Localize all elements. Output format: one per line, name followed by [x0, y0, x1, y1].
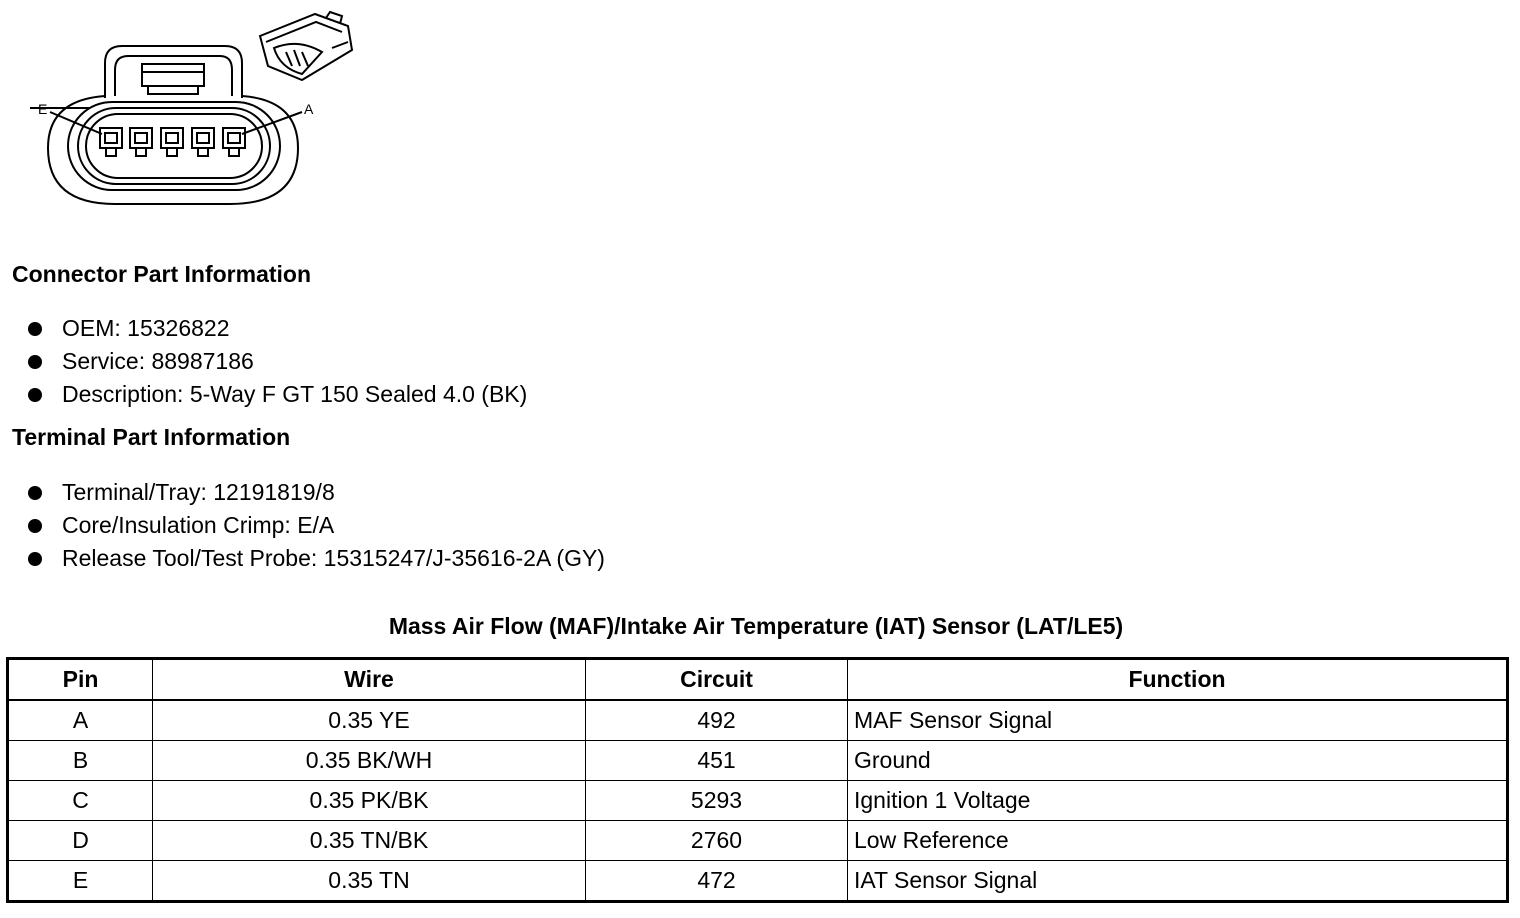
- pin-table-title: Mass Air Flow (MAF)/Intake Air Temperature (IAT) Sensor (LAT/LE5): [388, 613, 1124, 639]
- wire-cell: 0.35 YE: [153, 700, 586, 741]
- list-item: OEM: 15326822: [28, 312, 527, 345]
- pin-e-label: E: [38, 101, 48, 117]
- list-item: Core/Insulation Crimp: E/A: [28, 509, 605, 542]
- list-item: Terminal/Tray: 12191819/8: [28, 476, 605, 509]
- pinout-table: [6, 657, 1509, 903]
- list-item: Description: 5-Way F GT 150 Sealed 4.0 (BK): [28, 378, 527, 411]
- circuit-cell: 2760: [586, 821, 848, 861]
- pin-cell: D: [8, 821, 153, 861]
- circuit-cell: 472: [586, 861, 848, 902]
- pin-a-label: A: [304, 101, 314, 117]
- connector-isometric-view: [260, 12, 352, 80]
- pin-cell: C: [8, 781, 153, 821]
- connector-part-info-list: [28, 312, 527, 411]
- list-item: Service: 88987186: [28, 345, 527, 378]
- function-cell: Ground: [848, 741, 1508, 781]
- pin-cell: A: [8, 700, 153, 741]
- bullet-icon: [28, 552, 42, 566]
- wire-cell: 0.35 TN/BK: [153, 821, 586, 861]
- table-row: [8, 700, 1508, 741]
- table-row: [8, 861, 1508, 902]
- connector-part-info-heading: Connector Part Information: [12, 261, 312, 287]
- table-row: [8, 821, 1508, 861]
- terminal-part-info-heading: Terminal Part Information: [12, 424, 291, 450]
- wire-cell: 0.35 TN: [153, 861, 586, 902]
- function-cell: MAF Sensor Signal: [848, 700, 1508, 741]
- function-cell: IAT Sensor Signal: [848, 861, 1508, 902]
- wire-cell: 0.35 BK/WH: [153, 741, 586, 781]
- circuit-cell: 492: [586, 700, 848, 741]
- list-item: Release Tool/Test Probe: 15315247/J-35616-2A (GY): [28, 542, 605, 575]
- terminal-part-info-list: [28, 476, 605, 575]
- circuit-cell: 451: [586, 741, 848, 781]
- table-header-row: [8, 659, 1508, 701]
- pin-cell: B: [8, 741, 153, 781]
- terminal-cavities: [100, 128, 245, 156]
- bullet-icon: [28, 519, 42, 533]
- connector-latch: [142, 64, 204, 86]
- wire-cell: 0.35 PK/BK: [153, 781, 586, 821]
- column-header-function: Function: [848, 659, 1508, 701]
- bullet-icon: [28, 322, 42, 336]
- connector-face-diagram: [30, 8, 370, 213]
- column-header-pin: Pin: [8, 659, 153, 701]
- table-row: [8, 741, 1508, 781]
- column-header-circuit: Circuit: [586, 659, 848, 701]
- pin-cell: E: [8, 861, 153, 902]
- function-cell: Low Reference: [848, 821, 1508, 861]
- bullet-icon: [28, 388, 42, 402]
- column-header-wire: Wire: [153, 659, 586, 701]
- bullet-icon: [28, 486, 42, 500]
- circuit-cell: 5293: [586, 781, 848, 821]
- table-row: [8, 781, 1508, 821]
- bullet-icon: [28, 355, 42, 369]
- function-cell: Ignition 1 Voltage: [848, 781, 1508, 821]
